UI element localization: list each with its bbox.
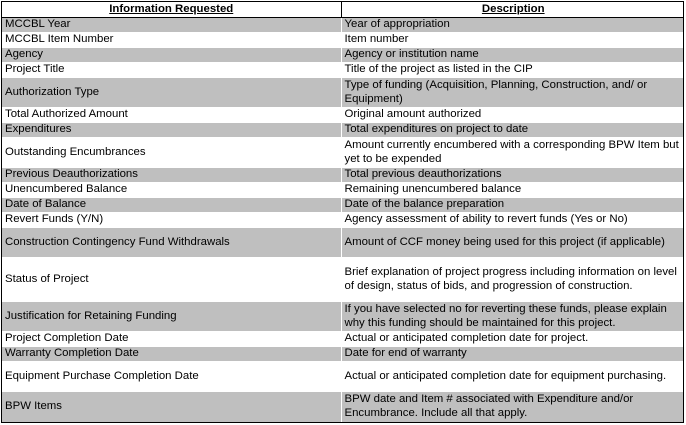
cell-description: Brief explanation of project progress including information on level of design, status of bids, and progression of construction.	[341, 258, 684, 302]
cell-description: Remaining unencumbered balance	[341, 183, 684, 198]
cell-description: Agency assessment of ability to revert funds (Yes or No)	[341, 213, 684, 228]
cell-information-requested: Previous Deauthorizations	[2, 168, 341, 183]
table-row	[2, 138, 684, 168]
table-row	[2, 108, 684, 123]
table-row	[2, 18, 684, 33]
cell-information-requested: Equipment Purchase Completion Date	[2, 362, 341, 392]
cell-information-requested: Expenditures	[2, 123, 341, 138]
cell-description: Title of the project as listed in the CIP	[341, 63, 684, 78]
cell-information-requested: MCCBL Year	[2, 18, 341, 33]
cell-information-requested: Warranty Completion Date	[2, 347, 341, 362]
cell-description: Date of the balance preparation	[341, 198, 684, 213]
cell-information-requested: Justification for Retaining Funding	[2, 302, 341, 332]
cell-description: Actual or anticipated completion date for project.	[341, 332, 684, 347]
table-row	[2, 48, 684, 63]
table-row	[2, 332, 684, 347]
cell-information-requested: MCCBL Item Number	[2, 33, 341, 48]
cell-description: Agency or institution name	[341, 48, 684, 63]
cell-information-requested: Project Title	[2, 63, 341, 78]
table-row	[2, 213, 684, 228]
cell-information-requested: Project Completion Date	[2, 332, 341, 347]
header-information-requested: Information Requested	[2, 2, 341, 18]
table-row	[2, 302, 684, 332]
cell-description: Amount currently encumbered with a corresponding BPW Item but yet to be expended	[341, 138, 684, 168]
cell-description: Original amount authorized	[341, 108, 684, 123]
table-row	[2, 33, 684, 48]
cell-description: Actual or anticipated completion date for equipment purchasing.	[341, 362, 684, 392]
cell-description: Item number	[341, 33, 684, 48]
table-row	[2, 228, 684, 258]
table-row	[2, 258, 684, 302]
cell-description: Amount of CCF money being used for this project (if applicable)	[341, 228, 684, 258]
header-description: Description	[341, 2, 684, 18]
cell-information-requested: BPW Items	[2, 392, 341, 422]
table-row	[2, 168, 684, 183]
cell-information-requested: Date of Balance	[2, 198, 341, 213]
cell-information-requested: Authorization Type	[2, 78, 341, 108]
information-table-container	[1, 1, 684, 423]
cell-information-requested: Agency	[2, 48, 341, 63]
cell-description: Total previous deauthorizations	[341, 168, 684, 183]
cell-description: BPW date and Item # associated with Expenditure and/or Encumbrance. Include all that apply.	[341, 392, 684, 422]
table-row	[2, 362, 684, 392]
table-row	[2, 123, 684, 138]
table-row	[2, 347, 684, 362]
table-row	[2, 198, 684, 213]
cell-description: Year of appropriation	[341, 18, 684, 33]
cell-information-requested: Total Authorized Amount	[2, 108, 341, 123]
table-row	[2, 63, 684, 78]
cell-description: Type of funding (Acquisition, Planning, Construction, and/ or Equipment)	[341, 78, 684, 108]
table-row	[2, 78, 684, 108]
cell-description: If you have selected no for reverting these funds, please explain why this funding should be maintained for this project.	[341, 302, 684, 332]
table-row	[2, 183, 684, 198]
table-row	[2, 392, 684, 422]
cell-information-requested: Construction Contingency Fund Withdrawals	[2, 228, 341, 258]
table-body	[2, 18, 684, 422]
cell-information-requested: Status of Project	[2, 258, 341, 302]
cell-information-requested: Outstanding Encumbrances	[2, 138, 341, 168]
cell-information-requested: Unencumbered Balance	[2, 183, 341, 198]
table-header-row	[2, 2, 684, 18]
cell-description: Total expenditures on project to date	[341, 123, 684, 138]
information-table	[2, 2, 684, 422]
cell-information-requested: Revert Funds (Y/N)	[2, 213, 341, 228]
cell-description: Date for end of warranty	[341, 347, 684, 362]
